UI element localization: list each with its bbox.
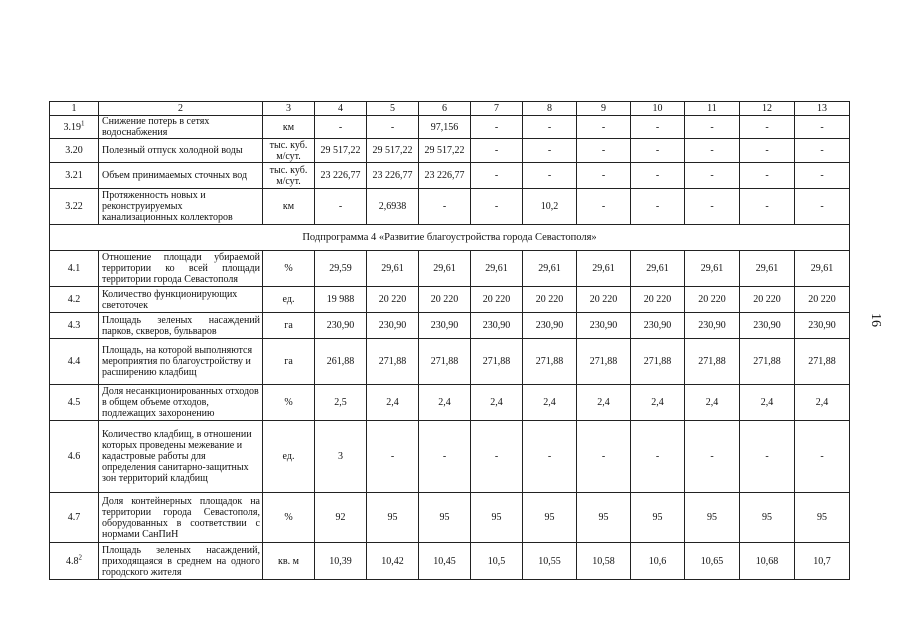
subprogram-row — [50, 225, 850, 251]
value-cell: 261,88 — [315, 339, 367, 385]
value-cell: - — [740, 163, 795, 189]
unit-cell: % — [263, 493, 315, 543]
indicator-name: Количество кладбищ, в отношении которых проведены межевание и кадастровые работы для определения санитарно-защитных зон территорий кладбищ — [99, 421, 263, 493]
value-cell: 29,61 — [523, 251, 577, 287]
value-cell: 10,55 — [523, 543, 577, 580]
value-cell: - — [631, 116, 685, 139]
value-cell: - — [740, 139, 795, 163]
header-cell: 9 — [577, 102, 631, 116]
value-cell: 271,88 — [740, 339, 795, 385]
value-cell: 29,61 — [419, 251, 471, 287]
value-cell: 20 220 — [795, 287, 850, 313]
value-cell: 2,4 — [367, 385, 419, 421]
table-body — [50, 102, 850, 580]
value-cell: - — [631, 163, 685, 189]
value-cell: 10,2 — [523, 189, 577, 225]
row-number — [50, 116, 99, 139]
value-cell: 2,4 — [740, 385, 795, 421]
table-row — [50, 421, 850, 493]
row-number-text: 4.6 — [67, 451, 81, 462]
unit-cell: га — [263, 313, 315, 339]
value-cell: 23 226,77 — [419, 163, 471, 189]
value-cell: 271,88 — [685, 339, 740, 385]
value-cell: 230,90 — [685, 313, 740, 339]
value-cell: 271,88 — [471, 339, 523, 385]
indicator-name: Площадь зеленых насаждений парков, скверов, бульваров — [99, 313, 263, 339]
value-cell: 95 — [631, 493, 685, 543]
value-cell: 95 — [367, 493, 419, 543]
unit-cell: % — [263, 385, 315, 421]
value-cell: - — [471, 139, 523, 163]
row-number-text: 3.19 — [63, 121, 81, 133]
header-cell: 4 — [315, 102, 367, 116]
value-cell: 95 — [471, 493, 523, 543]
indicator-name: Доля контейнерных площадок на территории города Севастополя, оборудованных в соответствии с нормами СанПиН — [99, 493, 263, 543]
unit-cell: ед. — [263, 421, 315, 493]
unit-cell: % — [263, 251, 315, 287]
value-cell: 230,90 — [471, 313, 523, 339]
value-cell: - — [740, 189, 795, 225]
value-cell: - — [419, 189, 471, 225]
value-cell: - — [577, 189, 631, 225]
value-cell: 2,4 — [631, 385, 685, 421]
value-cell: 2,6938 — [367, 189, 419, 225]
value-cell: - — [740, 116, 795, 139]
table-row — [50, 313, 850, 339]
unit-cell: тыс. куб. м/сут. — [263, 163, 315, 189]
value-cell: 95 — [523, 493, 577, 543]
value-cell: 29,61 — [685, 251, 740, 287]
indicator-name: Отношение площади убираемой территории ко всей площади территории города Севастополя — [99, 251, 263, 287]
row-number — [50, 493, 99, 543]
value-cell: 10,68 — [740, 543, 795, 580]
header-cell: 1 — [50, 102, 99, 116]
row-number — [50, 163, 99, 189]
unit-cell: га — [263, 339, 315, 385]
header-cell: 7 — [471, 102, 523, 116]
value-cell: 29,61 — [631, 251, 685, 287]
value-cell: - — [685, 139, 740, 163]
indicator-name: Снижение потерь в сетях водоснабжения — [99, 116, 263, 139]
value-cell: 95 — [685, 493, 740, 543]
row-number-text: 4.1 — [67, 263, 81, 274]
value-cell: - — [685, 163, 740, 189]
value-cell: - — [685, 116, 740, 139]
value-cell: - — [523, 139, 577, 163]
indicator-name: Полезный отпуск холодной воды — [99, 139, 263, 163]
header-cell: 8 — [523, 102, 577, 116]
value-cell: 230,90 — [367, 313, 419, 339]
footnote-mark: 2 — [78, 553, 82, 562]
value-cell: 271,88 — [631, 339, 685, 385]
row-number — [50, 287, 99, 313]
table-row — [50, 339, 850, 385]
value-cell: 20 220 — [740, 287, 795, 313]
value-cell: 10,45 — [419, 543, 471, 580]
unit-cell: км — [263, 189, 315, 225]
row-number — [50, 313, 99, 339]
value-cell: - — [631, 139, 685, 163]
unit-cell: км — [263, 116, 315, 139]
unit-cell: кв. м — [263, 543, 315, 580]
row-number — [50, 139, 99, 163]
value-cell: 29 517,22 — [367, 139, 419, 163]
unit-cell: ед. — [263, 287, 315, 313]
value-cell: - — [315, 189, 367, 225]
value-cell: - — [471, 116, 523, 139]
value-cell: 10,65 — [685, 543, 740, 580]
indicator-name: Площадь, на которой выполняются мероприятия по благоустройству и расширению кладбищ — [99, 339, 263, 385]
value-cell: 230,90 — [577, 313, 631, 339]
header-cell: 2 — [99, 102, 263, 116]
row-number-text: 4.7 — [67, 512, 81, 523]
row-number-text: 3.22 — [65, 201, 83, 212]
value-cell: 230,90 — [795, 313, 850, 339]
value-cell: 29,61 — [471, 251, 523, 287]
footnote-mark: 1 — [81, 119, 85, 128]
value-cell: 10,6 — [631, 543, 685, 580]
value-cell: 2,5 — [315, 385, 367, 421]
value-cell: - — [685, 421, 740, 493]
value-cell: - — [795, 189, 850, 225]
value-cell: 20 220 — [419, 287, 471, 313]
value-cell: - — [367, 421, 419, 493]
value-cell: - — [631, 189, 685, 225]
table-row — [50, 139, 850, 163]
value-cell: - — [471, 421, 523, 493]
indicator-name: Количество функционирующих светоточек — [99, 287, 263, 313]
value-cell: 92 — [315, 493, 367, 543]
value-cell: 2,4 — [685, 385, 740, 421]
value-cell: 10,7 — [795, 543, 850, 580]
value-cell: 10,39 — [315, 543, 367, 580]
value-cell: 2,4 — [523, 385, 577, 421]
value-cell: 29 517,22 — [419, 139, 471, 163]
value-cell: 10,58 — [577, 543, 631, 580]
row-number — [50, 385, 99, 421]
value-cell: 271,88 — [795, 339, 850, 385]
value-cell: 2,4 — [577, 385, 631, 421]
value-cell: 23 226,77 — [367, 163, 419, 189]
value-cell: 95 — [795, 493, 850, 543]
indicator-name: Объем принимаемых сточных вод — [99, 163, 263, 189]
value-cell: - — [523, 116, 577, 139]
row-number — [50, 251, 99, 287]
row-number-text: 4.2 — [67, 294, 81, 305]
value-cell: 95 — [419, 493, 471, 543]
row-number-text: 3.20 — [65, 145, 83, 156]
value-cell: 230,90 — [740, 313, 795, 339]
value-cell: - — [795, 163, 850, 189]
indicator-name: Протяженность новых и реконструируемых канализационных коллекторов — [99, 189, 263, 225]
value-cell: 271,88 — [367, 339, 419, 385]
header-cell: 10 — [631, 102, 685, 116]
value-cell: - — [523, 163, 577, 189]
value-cell: 271,88 — [523, 339, 577, 385]
value-cell: 29 517,22 — [315, 139, 367, 163]
value-cell: 20 220 — [577, 287, 631, 313]
table-row — [50, 543, 850, 580]
table-row — [50, 189, 850, 225]
value-cell: 20 220 — [523, 287, 577, 313]
value-cell: 29,61 — [577, 251, 631, 287]
value-cell: 29,61 — [795, 251, 850, 287]
value-cell: - — [740, 421, 795, 493]
value-cell: - — [685, 189, 740, 225]
header-cell: 5 — [367, 102, 419, 116]
subprogram-title: Подпрограмма 4 «Развитие благоустройства города Севастополя» — [50, 225, 850, 251]
unit-cell: тыс. куб. м/сут. — [263, 139, 315, 163]
indicator-name: Площадь зеленых насаждений, приходящаяся в среднем на одного городского жителя — [99, 543, 263, 580]
value-cell: 2,4 — [471, 385, 523, 421]
row-number — [50, 543, 99, 580]
row-number — [50, 339, 99, 385]
value-cell: - — [795, 139, 850, 163]
value-cell: 29,61 — [367, 251, 419, 287]
row-number — [50, 421, 99, 493]
table-row — [50, 385, 850, 421]
value-cell: - — [577, 116, 631, 139]
page-number: 16 — [868, 313, 883, 327]
value-cell: 230,90 — [631, 313, 685, 339]
table-row — [50, 287, 850, 313]
value-cell: - — [577, 139, 631, 163]
header-row — [50, 102, 850, 116]
value-cell: - — [631, 421, 685, 493]
value-cell: 29,61 — [740, 251, 795, 287]
value-cell: 95 — [740, 493, 795, 543]
value-cell: 97,156 — [419, 116, 471, 139]
row-number-text: 4.3 — [67, 320, 81, 331]
value-cell: 271,88 — [577, 339, 631, 385]
row-number-text: 3.21 — [65, 170, 83, 181]
value-cell: 20 220 — [631, 287, 685, 313]
value-cell: - — [367, 116, 419, 139]
row-number-text: 4.4 — [67, 356, 81, 367]
header-cell: 13 — [795, 102, 850, 116]
value-cell: 10,5 — [471, 543, 523, 580]
row-number — [50, 189, 99, 225]
table-row — [50, 251, 850, 287]
value-cell: 230,90 — [419, 313, 471, 339]
value-cell: 3 — [315, 421, 367, 493]
value-cell: 2,4 — [419, 385, 471, 421]
value-cell: 29,59 — [315, 251, 367, 287]
value-cell: 95 — [577, 493, 631, 543]
value-cell: 230,90 — [315, 313, 367, 339]
value-cell: 20 220 — [367, 287, 419, 313]
value-cell: - — [795, 421, 850, 493]
value-cell: - — [315, 116, 367, 139]
value-cell: 10,42 — [367, 543, 419, 580]
value-cell: 23 226,77 — [315, 163, 367, 189]
header-cell: 3 — [263, 102, 315, 116]
value-cell: 271,88 — [419, 339, 471, 385]
header-cell: 12 — [740, 102, 795, 116]
table-row — [50, 116, 850, 139]
value-cell: 230,90 — [523, 313, 577, 339]
row-number-text: 4.5 — [67, 397, 81, 408]
table-row — [50, 163, 850, 189]
value-cell: - — [577, 163, 631, 189]
value-cell: - — [577, 421, 631, 493]
value-cell: - — [471, 163, 523, 189]
value-cell: - — [471, 189, 523, 225]
indicators-table — [49, 101, 850, 580]
value-cell: - — [795, 116, 850, 139]
value-cell: 20 220 — [685, 287, 740, 313]
header-cell: 11 — [685, 102, 740, 116]
value-cell: 20 220 — [471, 287, 523, 313]
row-number-text: 4.8 — [66, 555, 79, 567]
table-row — [50, 493, 850, 543]
value-cell: - — [419, 421, 471, 493]
value-cell: - — [523, 421, 577, 493]
value-cell: 19 988 — [315, 287, 367, 313]
indicator-name: Доля несанкционированных отходов в общем объеме отходов, подлежащих захоронению — [99, 385, 263, 421]
value-cell: 2,4 — [795, 385, 850, 421]
header-cell: 6 — [419, 102, 471, 116]
